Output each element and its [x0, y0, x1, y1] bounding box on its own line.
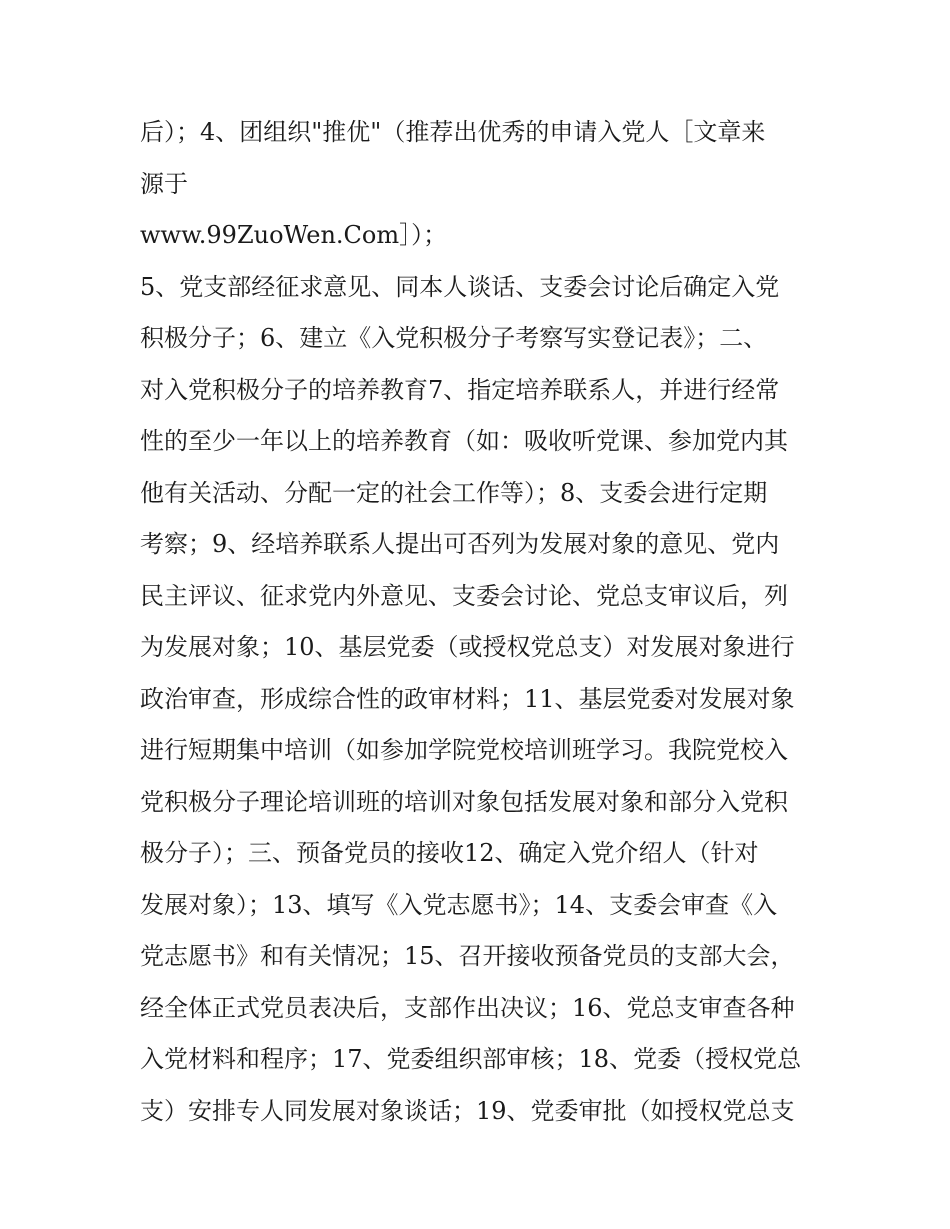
text-line: 经全体正式党员表决后，支部作出决议；16、党总支审查各种 — [140, 993, 795, 1022]
text-line: 后）；4、团组织"推优"（推荐出优秀的申请入党人［文章来 — [140, 118, 766, 146]
text-line: 对入党积极分子的培养教育7、指定培养联系人，并进行经常 — [140, 375, 780, 404]
text-line: 进行短期集中培训（如参加学院党校培训班学习。我院党校入 — [140, 736, 788, 764]
text-line: 考察；9、经培养联系人提出可否列为发展对象的意见、党内 — [140, 530, 780, 558]
text-line: 性的至少一年以上的培养教育（如：吸收听党课、参加党内其 — [140, 427, 788, 455]
text-line: 党志愿书》和有关情况；15、召开接收预备党员的支部大会， — [140, 942, 795, 970]
text-line: 入党材料和程序；17、党委组织部审核；18、党委（授权党总 — [140, 1045, 802, 1073]
text-line: 极分子）；三、预备党员的接收12、确定入党介绍人（针对 — [140, 839, 759, 867]
text-line: 政治审查，形成综合性的政审材料；11、基层党委对发展对象 — [140, 684, 795, 713]
text-line: 积极分子；6、建立《入党积极分子考察写实登记表》；二、 — [140, 324, 768, 352]
text-line: 支）安排专人同发展对象谈话；19、党委审批（如授权党总支 — [140, 1096, 795, 1125]
text-line: 发展对象）；13、填写《入党志愿书》；14、支委会审查《入 — [140, 890, 778, 919]
text-line: 他有关活动、分配一定的社会工作等）；8、支委会进行定期 — [140, 478, 768, 507]
text-line: www.99ZuoWen.Com］）； — [140, 221, 448, 249]
text-line: 5、党支部经征求意见、同本人谈话、支委会讨论后确定入党 — [140, 272, 780, 301]
text-line: 源于 — [140, 169, 188, 198]
text-line: 民主评议、征求党内外意见、支委会讨论、党总支审议后，列 — [140, 581, 788, 610]
text-line: 为发展对象；10、基层党委（或授权党总支）对发展对象进行 — [140, 633, 795, 661]
document-body — [140, 107, 830, 1137]
text-line: 党积极分子理论培训班的培训对象包括发展对象和部分入党积 — [140, 787, 788, 816]
